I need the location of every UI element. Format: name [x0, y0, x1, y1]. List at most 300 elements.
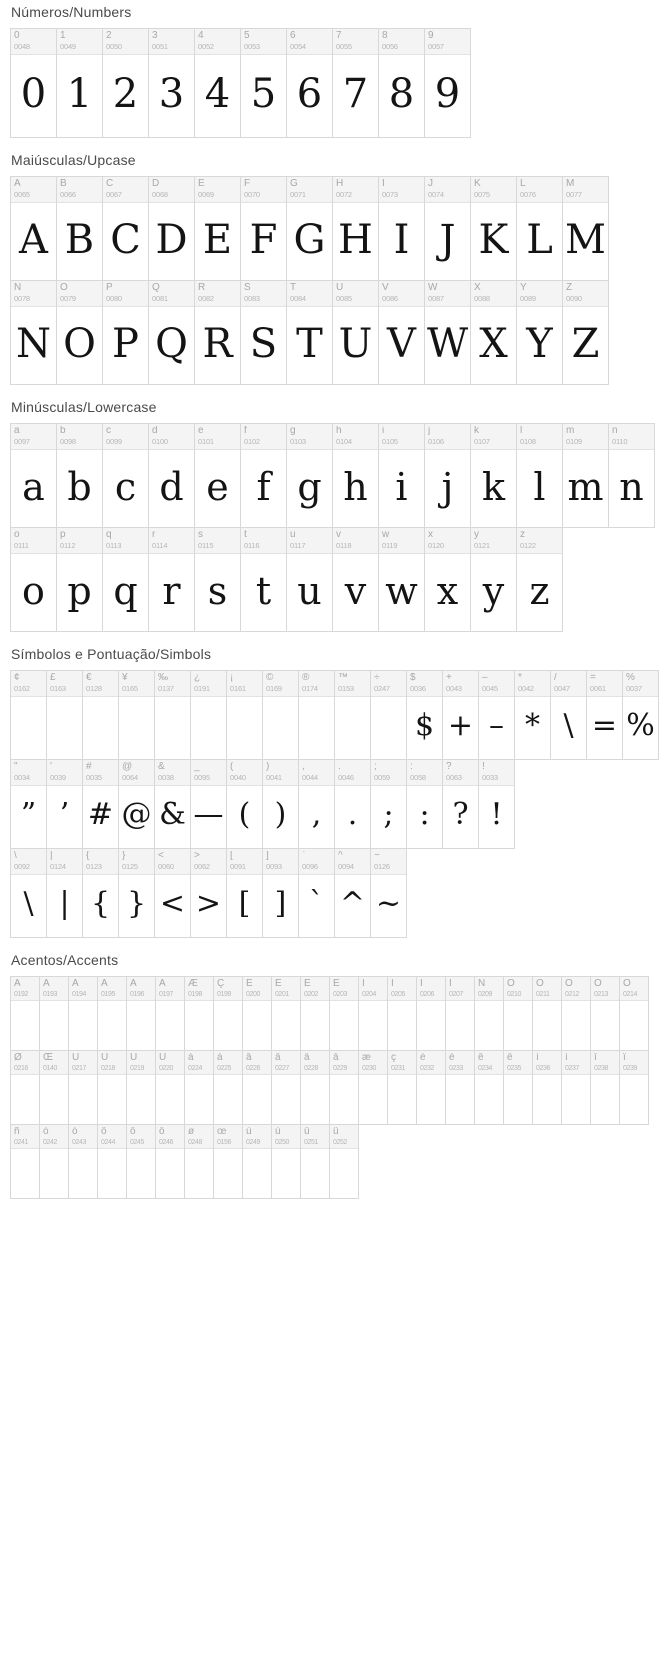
glyph-sample: –	[489, 708, 504, 743]
glyph-cell[interactable]	[329, 1050, 359, 1125]
glyph-meta	[69, 977, 97, 1001]
glyph-meta	[191, 849, 226, 875]
glyph-cell[interactable]	[46, 759, 83, 849]
glyph-code-label: 0197	[159, 991, 173, 998]
glyph-sample: q	[113, 568, 138, 613]
glyph-meta	[11, 671, 46, 697]
glyph-meta	[623, 671, 658, 697]
glyph-char-label: !	[482, 762, 485, 772]
glyph-sample: $	[414, 708, 435, 743]
glyph-char-label: ú	[275, 1127, 281, 1137]
glyph-cell[interactable]	[190, 670, 227, 760]
glyph-meta	[263, 760, 298, 786]
glyph-sample: d	[159, 464, 184, 509]
glyph-sample: P	[112, 320, 139, 367]
glyph-cell[interactable]	[334, 759, 371, 849]
glyph-cell[interactable]	[82, 670, 119, 760]
glyph-cell[interactable]	[10, 28, 57, 138]
glyph-cell[interactable]	[46, 848, 83, 938]
glyph-cell[interactable]	[334, 848, 371, 938]
glyph-cell[interactable]	[10, 759, 47, 849]
glyph-cell[interactable]	[416, 976, 446, 1051]
glyph-meta	[417, 977, 445, 1001]
glyph-code-label: 0089	[520, 294, 536, 303]
glyph-cell[interactable]	[478, 670, 515, 760]
glyph-cell[interactable]	[102, 176, 149, 281]
glyph-code-label: 0046	[338, 773, 354, 782]
glyph-cell[interactable]	[332, 280, 379, 385]
glyph-cell[interactable]	[590, 1050, 620, 1125]
glyph-cell[interactable]	[514, 670, 551, 760]
glyph-cell[interactable]	[298, 759, 335, 849]
glyph-code-label: 0105	[382, 437, 398, 446]
glyph-cell[interactable]	[378, 176, 425, 281]
glyph-cell[interactable]	[184, 976, 214, 1051]
glyph-cell[interactable]	[10, 423, 57, 528]
glyph-cell[interactable]	[619, 1050, 649, 1125]
glyph-cell[interactable]	[532, 1050, 562, 1125]
glyph-cell[interactable]	[10, 1050, 40, 1125]
glyph-cell[interactable]	[300, 976, 330, 1051]
glyph-meta	[11, 760, 46, 786]
glyph-sample: a	[22, 464, 45, 509]
glyph-sample	[98, 1075, 126, 1124]
glyph-code-label: 0042	[518, 684, 534, 693]
glyph-cell[interactable]	[406, 759, 443, 849]
glyph-sample	[335, 697, 370, 759]
glyph-cell[interactable]	[194, 280, 241, 385]
glyph-code-label: 0093	[266, 862, 282, 871]
glyph-cell[interactable]	[10, 976, 40, 1051]
glyph-meta	[227, 760, 262, 786]
glyph-cell[interactable]	[148, 527, 195, 632]
glyph-cell[interactable]	[298, 670, 335, 760]
glyph-meta	[299, 760, 334, 786]
glyph-cell[interactable]	[378, 423, 425, 528]
glyph-code-label: 0118	[336, 541, 352, 550]
section-title: Acentos/Accents	[11, 952, 119, 968]
glyph-cell[interactable]	[550, 670, 587, 760]
glyph-cell[interactable]	[118, 759, 155, 849]
glyph-cell[interactable]	[378, 527, 425, 632]
glyph-code-label: 0036	[410, 684, 426, 693]
glyph-char-label: H	[336, 179, 344, 189]
glyph-code-label: 0191	[194, 684, 210, 693]
glyph-cell[interactable]	[226, 759, 263, 849]
glyph-cell[interactable]	[332, 527, 379, 632]
glyph-cell[interactable]	[561, 1050, 591, 1125]
glyph-cell[interactable]	[240, 423, 287, 528]
glyph-cell[interactable]	[424, 176, 471, 281]
glyph-char-label: ô	[101, 1127, 107, 1137]
glyph-meta	[479, 760, 514, 786]
glyph-cell[interactable]	[370, 759, 407, 849]
glyph-sample	[83, 697, 118, 759]
glyph-code-label: 0063	[446, 773, 462, 782]
glyph-code-label: 0064	[122, 773, 138, 782]
glyph-cell[interactable]	[300, 1050, 330, 1125]
glyph-sample	[446, 1075, 474, 1124]
glyph-cell[interactable]	[226, 848, 263, 938]
glyph-cell[interactable]	[213, 1050, 243, 1125]
glyph-meta	[330, 1125, 358, 1149]
glyph-cell[interactable]	[154, 848, 191, 938]
glyph-code-label: 0109	[566, 437, 582, 446]
glyph-meta	[98, 1051, 126, 1075]
glyph-sample: m	[567, 464, 604, 509]
glyph-sample: v	[344, 568, 367, 613]
glyph-char-label: $	[410, 673, 416, 683]
glyph-sample: A	[19, 216, 48, 263]
glyph-char-label: a	[14, 426, 20, 436]
glyph-cell[interactable]	[10, 848, 47, 938]
glyph-cell[interactable]	[126, 976, 156, 1051]
glyph-meta	[335, 671, 370, 697]
glyph-cell[interactable]	[474, 976, 504, 1051]
glyph-sample	[533, 1001, 561, 1050]
glyph-cell[interactable]	[298, 848, 335, 938]
glyph-char-label: æ	[362, 1053, 371, 1063]
glyph-cell[interactable]	[213, 976, 243, 1051]
glyph-cell[interactable]	[148, 28, 195, 138]
glyph-cell[interactable]	[262, 670, 299, 760]
glyph-cell[interactable]	[102, 423, 149, 528]
glyph-cell[interactable]	[387, 1050, 417, 1125]
glyph-code-label: 0078	[14, 294, 30, 303]
glyph-char-label: q	[106, 530, 112, 540]
glyph-cell[interactable]	[562, 280, 609, 385]
glyph-cell[interactable]	[56, 423, 103, 528]
glyph-cell[interactable]	[378, 28, 425, 138]
glyph-code-label: 0033	[482, 773, 498, 782]
glyph-cell[interactable]	[532, 976, 562, 1051]
glyph-cell[interactable]	[39, 1124, 69, 1199]
glyph-cell[interactable]	[561, 976, 591, 1051]
glyph-sample: l	[533, 464, 546, 509]
glyph-cell[interactable]	[68, 1124, 98, 1199]
glyph-cell[interactable]	[213, 1124, 243, 1199]
glyph-meta	[227, 671, 262, 697]
glyph-code-label: 0085	[336, 294, 352, 303]
glyph-meta	[98, 977, 126, 1001]
glyph-sample	[301, 1001, 329, 1050]
glyph-meta	[517, 281, 562, 307]
glyph-sample	[156, 1001, 184, 1050]
glyph-code-label: 0050	[106, 42, 122, 51]
glyph-cell[interactable]	[478, 759, 515, 849]
glyph-cell[interactable]	[226, 670, 263, 760]
glyph-cell[interactable]	[240, 28, 287, 138]
glyph-char-label: e	[198, 426, 204, 436]
glyph-cell[interactable]	[148, 176, 195, 281]
glyph-cell[interactable]	[619, 976, 649, 1051]
glyph-cell[interactable]	[194, 28, 241, 138]
glyph-cell[interactable]	[240, 176, 287, 281]
glyph-sample	[562, 1001, 590, 1050]
glyph-cell[interactable]	[387, 976, 417, 1051]
glyph-meta	[195, 177, 240, 203]
glyph-code-label: 0165	[122, 684, 138, 693]
glyph-cell[interactable]	[10, 527, 57, 632]
glyph-code-label: 0041	[266, 773, 282, 782]
glyph-cell[interactable]	[148, 423, 195, 528]
glyph-cell[interactable]	[262, 759, 299, 849]
glyph-cell[interactable]	[82, 848, 119, 938]
glyph-meta	[388, 977, 416, 1001]
glyph-sample	[214, 1075, 242, 1124]
glyph-char-label: á	[217, 1053, 223, 1063]
glyph-cell[interactable]	[46, 670, 83, 760]
glyph-cell[interactable]	[102, 527, 149, 632]
glyph-cell[interactable]	[358, 1050, 388, 1125]
glyph-cell[interactable]	[102, 28, 149, 138]
glyph-cell[interactable]	[442, 759, 479, 849]
glyph-cell[interactable]	[154, 670, 191, 760]
glyph-cell[interactable]	[126, 1050, 156, 1125]
glyph-cell[interactable]	[286, 28, 333, 138]
glyph-code-label: 0199	[217, 991, 231, 998]
glyph-code-label: 0247	[374, 684, 390, 693]
glyph-cell[interactable]	[470, 423, 517, 528]
glyph-cell[interactable]	[10, 1124, 40, 1199]
glyph-sample: >	[195, 886, 222, 921]
glyph-cell[interactable]	[622, 670, 659, 760]
glyph-meta	[359, 977, 387, 1001]
glyph-meta	[299, 671, 334, 697]
glyph-meta	[149, 528, 194, 554]
glyph-code-label: 0242	[43, 1139, 57, 1146]
glyph-cell[interactable]	[155, 1050, 185, 1125]
glyph-cell[interactable]	[470, 280, 517, 385]
glyph-cell[interactable]	[155, 1124, 185, 1199]
glyph-cell[interactable]	[68, 976, 98, 1051]
glyph-cell[interactable]	[155, 976, 185, 1051]
glyph-cell[interactable]	[118, 670, 155, 760]
glyph-cell[interactable]	[39, 976, 69, 1051]
glyph-sample: L	[526, 216, 553, 263]
glyph-cell[interactable]	[118, 848, 155, 938]
glyph-meta	[504, 977, 532, 1001]
glyph-meta	[69, 1125, 97, 1149]
glyph-cell[interactable]	[271, 1124, 301, 1199]
glyph-cell[interactable]	[562, 176, 609, 281]
glyph-cell[interactable]	[286, 423, 333, 528]
glyph-sample: \	[563, 708, 574, 743]
glyph-cell[interactable]	[194, 527, 241, 632]
glyph-cell[interactable]	[424, 28, 471, 138]
glyph-char-label: ï	[623, 1053, 626, 1063]
glyph-cell[interactable]	[56, 527, 103, 632]
glyph-cell[interactable]	[608, 423, 655, 528]
glyph-cell[interactable]	[242, 976, 272, 1051]
glyph-cell[interactable]	[378, 280, 425, 385]
glyph-cell[interactable]	[102, 280, 149, 385]
glyph-sample	[191, 697, 226, 759]
glyph-meta	[11, 849, 46, 875]
glyph-cell[interactable]	[68, 1050, 98, 1125]
glyph-meta	[156, 1125, 184, 1149]
glyph-cell[interactable]	[242, 1050, 272, 1125]
glyph-meta	[379, 177, 424, 203]
glyph-code-label: 0137	[158, 684, 174, 693]
glyph-cell[interactable]	[240, 527, 287, 632]
glyph-cell[interactable]	[10, 176, 57, 281]
glyph-code-label: 0244	[101, 1139, 115, 1146]
glyph-sample	[243, 1001, 271, 1050]
glyph-cell[interactable]	[358, 976, 388, 1051]
glyph-cell[interactable]	[503, 976, 533, 1051]
glyph-sample: F	[249, 216, 278, 263]
glyph-code-label: 0062	[194, 862, 210, 871]
glyph-cell[interactable]	[154, 759, 191, 849]
glyph-sample: #	[87, 797, 114, 832]
glyph-cell[interactable]	[416, 1050, 446, 1125]
glyph-sample	[272, 1001, 300, 1050]
glyph-cell[interactable]	[516, 280, 563, 385]
glyph-meta	[301, 977, 329, 1001]
glyph-char-label: x	[428, 530, 433, 540]
glyph-cell[interactable]	[332, 423, 379, 528]
glyph-char-label: ó	[72, 1127, 78, 1137]
glyph-cell[interactable]	[97, 976, 127, 1051]
glyph-cell[interactable]	[262, 848, 299, 938]
glyph-cell[interactable]	[10, 670, 47, 760]
glyph-char-label: ä	[304, 1053, 310, 1063]
glyph-cell[interactable]	[442, 670, 479, 760]
glyph-code-label: 0209	[478, 991, 492, 998]
glyph-cell[interactable]	[190, 759, 227, 849]
glyph-cell[interactable]	[516, 176, 563, 281]
glyph-char-label: 4	[198, 31, 204, 41]
glyph-cell[interactable]	[271, 976, 301, 1051]
glyph-meta	[425, 29, 470, 55]
glyph-meta	[517, 424, 562, 450]
glyph-cell[interactable]	[332, 176, 379, 281]
glyph-char-label: Œ	[43, 1053, 53, 1063]
glyph-char-label: ©	[266, 673, 274, 683]
glyph-cell[interactable]	[503, 1050, 533, 1125]
glyph-char-label: D	[152, 179, 160, 189]
glyph-code-label: 0252	[333, 1139, 347, 1146]
glyph-sample	[47, 697, 82, 759]
glyph-char-label: z	[520, 530, 525, 540]
glyph-cell[interactable]	[271, 1050, 301, 1125]
glyph-cell[interactable]	[286, 280, 333, 385]
glyph-code-label: 0229	[333, 1065, 347, 1072]
glyph-char-label: 9	[428, 31, 434, 41]
glyph-cell[interactable]	[590, 976, 620, 1051]
glyph-cell[interactable]	[242, 1124, 272, 1199]
glyph-code-label: 0204	[362, 991, 376, 998]
glyph-cell[interactable]	[97, 1124, 127, 1199]
glyph-char-label: /	[554, 673, 557, 683]
glyph-char-label: C	[106, 179, 114, 189]
glyph-sample: e	[206, 464, 229, 509]
glyph-cell[interactable]	[470, 527, 517, 632]
glyph-cell[interactable]	[329, 976, 359, 1051]
glyph-cell[interactable]	[148, 280, 195, 385]
glyph-code-label: 0069	[198, 190, 214, 199]
glyph-cell[interactable]	[82, 759, 119, 849]
glyph-cell[interactable]	[474, 1050, 504, 1125]
glyph-cell[interactable]	[562, 423, 609, 528]
glyph-cell[interactable]	[10, 280, 57, 385]
glyph-sample: x	[436, 568, 459, 613]
glyph-cell[interactable]	[370, 670, 407, 760]
glyph-cell[interactable]	[240, 280, 287, 385]
glyph-cell[interactable]	[424, 280, 471, 385]
glyph-char-label: ;	[374, 762, 377, 772]
glyph-cell[interactable]	[126, 1124, 156, 1199]
glyph-meta	[127, 977, 155, 1001]
glyph-cell[interactable]	[470, 176, 517, 281]
glyph-sample	[359, 1075, 387, 1124]
glyph-cell[interactable]	[56, 176, 103, 281]
glyph-code-label: 0108	[520, 437, 536, 446]
glyph-code-label: 0241	[14, 1139, 28, 1146]
glyph-char-label: )	[266, 762, 270, 772]
glyph-cell[interactable]	[516, 527, 563, 632]
glyph-code-label: 0106	[428, 437, 444, 446]
glyph-cell[interactable]	[424, 423, 471, 528]
glyph-meta	[371, 760, 406, 786]
glyph-cell[interactable]	[39, 1050, 69, 1125]
glyph-meta	[241, 177, 286, 203]
glyph-meta	[195, 29, 240, 55]
glyph-cell[interactable]	[97, 1050, 127, 1125]
glyph-code-label: 0225	[217, 1065, 231, 1072]
glyph-char-label: {	[86, 851, 90, 861]
glyph-cell[interactable]	[334, 670, 371, 760]
glyph-meta	[533, 1051, 561, 1075]
glyph-cell[interactable]	[445, 1050, 475, 1125]
glyph-cell[interactable]	[194, 176, 241, 281]
glyph-cell[interactable]	[424, 527, 471, 632]
glyph-meta	[563, 177, 608, 203]
glyph-sample: V	[387, 320, 416, 367]
glyph-cell[interactable]	[286, 527, 333, 632]
glyph-sample	[69, 1075, 97, 1124]
glyph-cell[interactable]	[184, 1124, 214, 1199]
glyph-char-label: J	[428, 179, 433, 189]
glyph-code-label: 0100	[152, 437, 168, 446]
glyph-meta	[425, 177, 470, 203]
glyph-cell[interactable]	[184, 1050, 214, 1125]
glyph-cell[interactable]	[56, 28, 103, 138]
glyph-cell[interactable]	[445, 976, 475, 1051]
glyph-cell[interactable]	[332, 28, 379, 138]
glyph-sample: E	[202, 216, 233, 263]
glyph-meta	[333, 29, 378, 55]
glyph-meta	[446, 977, 474, 1001]
glyph-char-label: û	[304, 1127, 310, 1137]
glyph-cell[interactable]	[329, 1124, 359, 1199]
glyph-cell[interactable]	[370, 848, 407, 938]
glyph-char-label: Ä	[130, 979, 137, 989]
glyph-cell[interactable]	[286, 176, 333, 281]
glyph-cell[interactable]	[190, 848, 227, 938]
glyph-cell[interactable]	[406, 670, 443, 760]
glyph-cell[interactable]	[194, 423, 241, 528]
glyph-sample	[417, 1001, 445, 1050]
glyph-cell[interactable]	[56, 280, 103, 385]
glyph-char-label: –	[482, 673, 488, 683]
glyph-cell[interactable]	[300, 1124, 330, 1199]
glyph-code-label: 0107	[474, 437, 490, 446]
glyph-cell[interactable]	[586, 670, 623, 760]
glyph-cell[interactable]	[516, 423, 563, 528]
glyph-meta	[471, 177, 516, 203]
